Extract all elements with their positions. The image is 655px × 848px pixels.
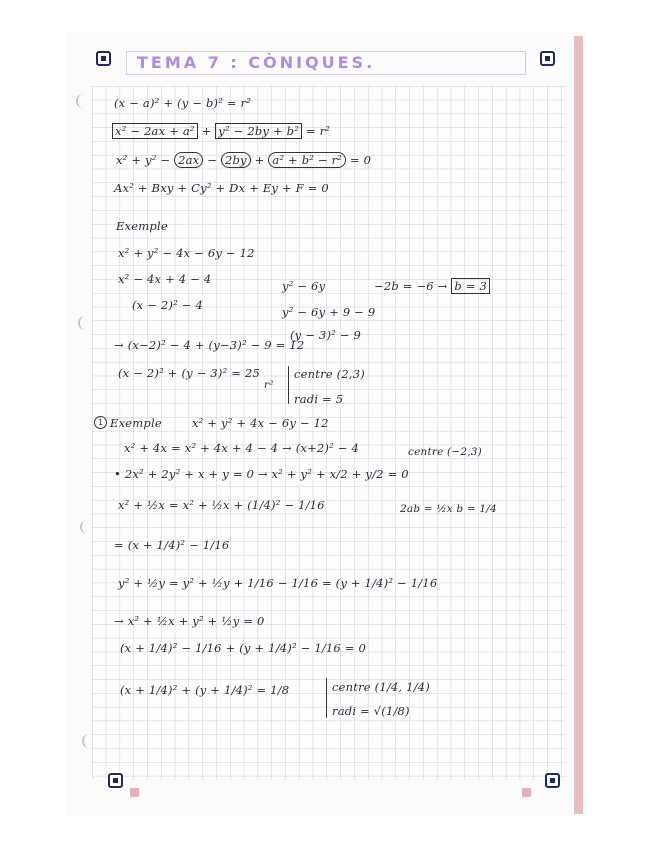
annotation: centre (−2,3) <box>408 446 482 458</box>
ring-hole-icon <box>78 316 92 330</box>
equation-line: x² + y² + 4x − 6y − 12 <box>192 416 329 430</box>
equation-line: (x − 2)² + (y − 3)² = 25 <box>118 366 261 380</box>
title-box <box>126 51 526 75</box>
equation-line: → x² + ½x + y² + ½y = 0 <box>114 614 265 628</box>
notebook-corner-icon <box>96 51 111 66</box>
example-heading: Exemple <box>110 416 162 430</box>
result-line: centre (1/4, 1/4) <box>332 680 430 694</box>
equation-part: x² + y² − <box>116 153 171 167</box>
ring-hole-icon <box>80 520 94 534</box>
notebook-corner-icon <box>545 773 560 788</box>
equation-part: = 0 <box>349 153 372 167</box>
notebook-corner-icon <box>108 773 123 788</box>
result-line: centre (2,3) <box>294 367 365 381</box>
corner-square-mark <box>130 788 139 797</box>
example-heading: Exemple <box>116 219 168 233</box>
general-equation: Ax² + Bxy + Cy² + Dx + Ey + F = 0 <box>114 181 329 195</box>
equation-line: (x − 2)² − 4 <box>132 298 203 312</box>
result-line: radi = 5 <box>294 392 344 406</box>
brace <box>288 366 289 404</box>
equation-line: → (x−2)² − 4 + (y−3)² − 9 = 12 <box>114 338 305 352</box>
equation-line: y² − 6y <box>282 279 326 293</box>
equation-part: − <box>207 153 218 167</box>
annotation: r² <box>264 379 274 391</box>
equation-line: y² − 6y + 9 − 9 <box>282 305 376 319</box>
equation-line: = (x + 1/4)² − 1/16 <box>114 538 230 552</box>
margin-strip <box>574 36 583 814</box>
equation-line: x² + ½x = x² + ½x + (1/4)² − 1/16 <box>118 498 325 512</box>
equation-part: + <box>254 153 265 167</box>
equation-line: (x + 1/4)² + (y + 1/4)² = 1/8 <box>120 683 290 697</box>
boxed-term: y² − 2by + b² <box>215 123 302 139</box>
equation-line: x² + 4x = x² + 4x + 4 − 4 → (x+2)² − 4 <box>124 441 359 455</box>
equation-line <box>374 279 490 293</box>
equation-line: (x + 1/4)² − 1/16 + (y + 1/4)² − 1/16 = 0 <box>120 641 367 655</box>
equation-line: (x − a)² + (y − b)² = r² <box>114 96 252 110</box>
boxed-term: x² − 2ax + a² <box>112 123 198 139</box>
exercise-number: 1 <box>94 416 107 429</box>
equation-line: x² − 4x + 4 − 4 <box>118 272 212 286</box>
ring-hole-icon <box>82 734 96 748</box>
page-title: TEMA 7 : CÒNIQUES. <box>137 53 376 72</box>
circled-term: 2ax <box>174 152 203 168</box>
equation-line <box>116 153 371 167</box>
annotation: 2ab = ½x b = 1/4 <box>400 503 497 515</box>
corner-square-mark <box>522 788 531 797</box>
equation-line: y² + ½y = y² + ½y + 1/16 − 1/16 = (y + 1/4)² − 1/16 <box>118 576 438 590</box>
circled-term: 2by <box>221 152 251 168</box>
ring-hole-icon <box>76 94 90 108</box>
circled-term: a² + b² − r² <box>268 152 346 168</box>
equation-line: x² + y² − 4x − 6y − 12 <box>118 246 255 260</box>
equation-part: −2b = −6 → <box>374 279 448 293</box>
result-line: radi = √(1/8) <box>332 704 410 718</box>
equation-line: x² − 2ax + a² + y² − 2by + b² = r² <box>112 124 330 138</box>
notebook-corner-icon <box>540 51 555 66</box>
boxed-term: b = 3 <box>451 278 490 294</box>
brace <box>326 678 327 718</box>
equation-line: • 2x² + 2y² + x + y = 0 → x² + y² + x/2 + y/2 = 0 <box>114 467 409 481</box>
equation-line: (y − 3)² − 9 <box>290 328 362 342</box>
equation-part: = r² <box>305 124 331 138</box>
